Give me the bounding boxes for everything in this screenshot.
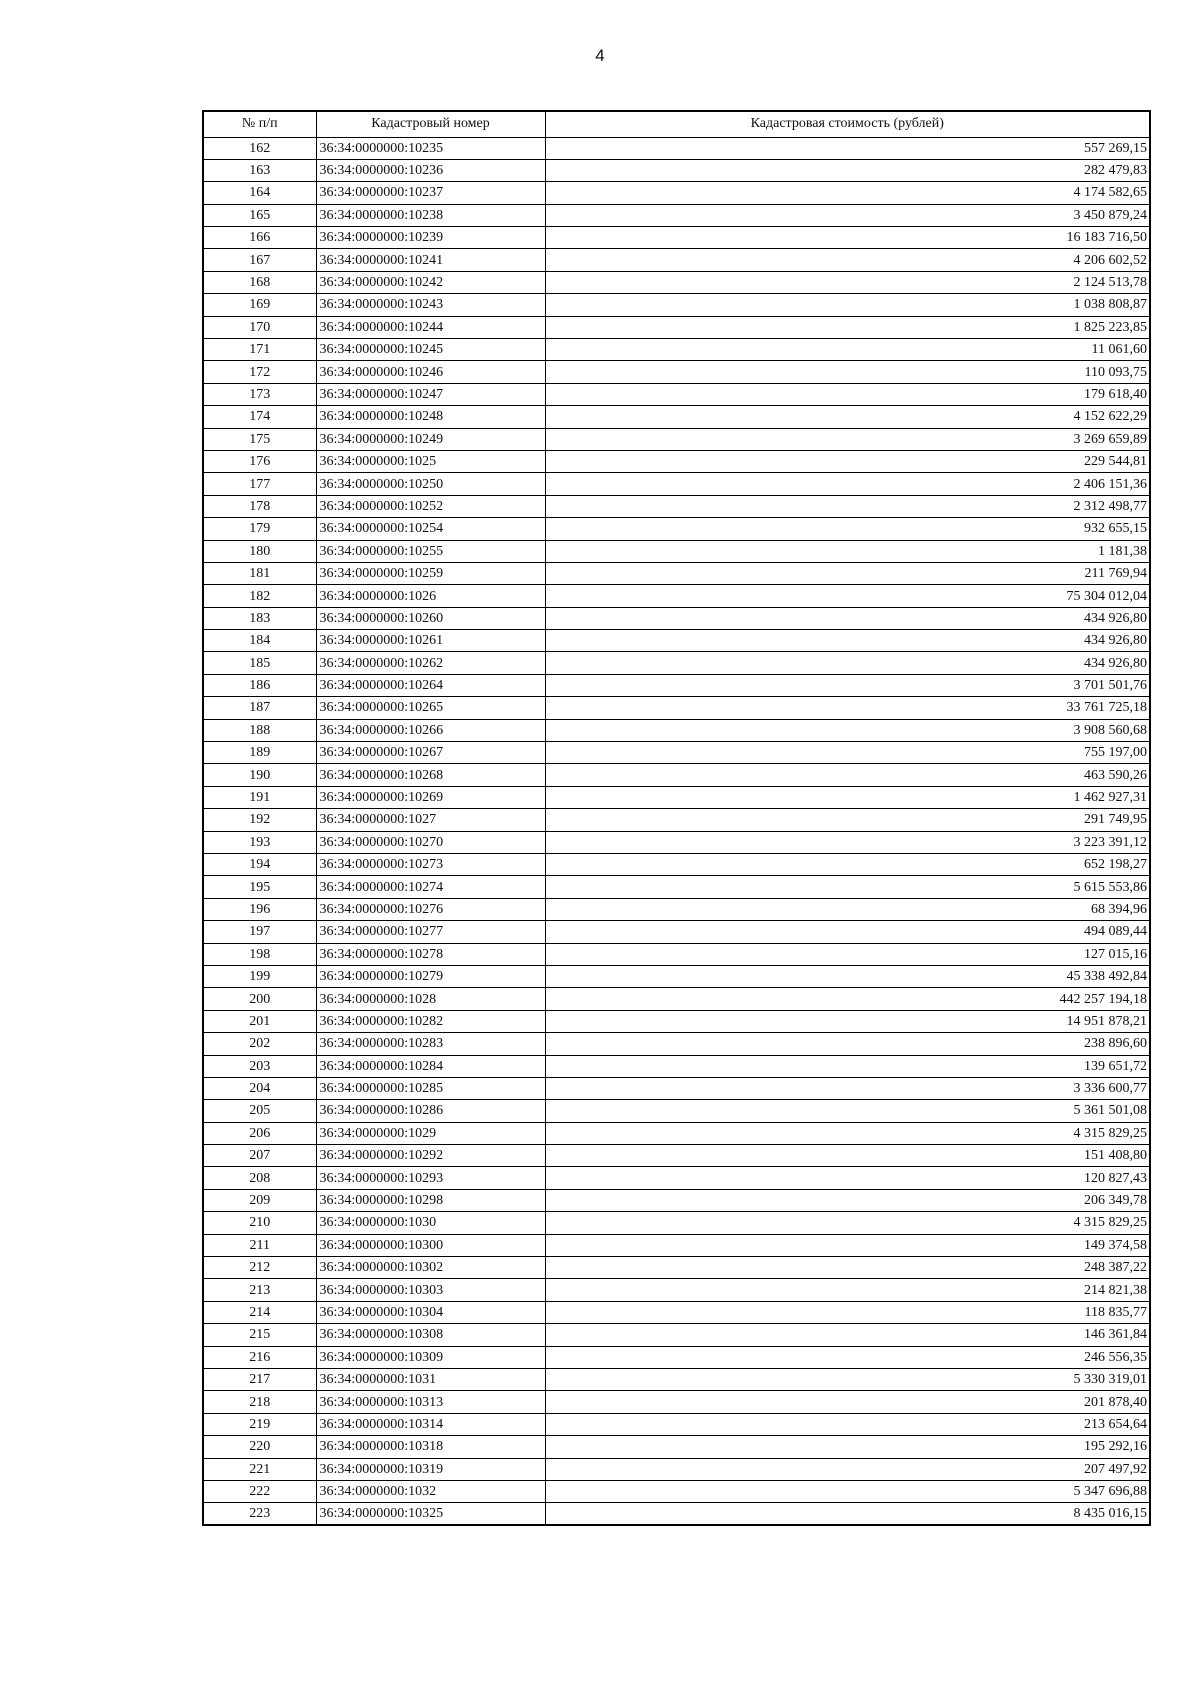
row-number-cell: 184 (203, 630, 316, 652)
table-row (203, 876, 1150, 898)
cadastral-value-cell: 246 556,35 (545, 1346, 1150, 1368)
table-row (203, 1100, 1150, 1122)
cadastral-value-cell: 151 408,80 (545, 1145, 1150, 1167)
cadastral-value-cell: 2 124 513,78 (545, 271, 1150, 293)
table-row (203, 1324, 1150, 1346)
row-number-cell: 191 (203, 786, 316, 808)
row-number-cell: 190 (203, 764, 316, 786)
cadastral-number-cell: 36:34:0000000:1032 (316, 1480, 545, 1502)
cadastral-value-cell: 4 315 829,25 (545, 1122, 1150, 1144)
table-row (203, 182, 1150, 204)
table-row (203, 495, 1150, 517)
row-number-cell: 194 (203, 854, 316, 876)
column-header-cadastral-value: Кадастровая стоимость (рублей) (545, 111, 1150, 137)
cadastral-value-cell: 118 835,77 (545, 1301, 1150, 1323)
table-row (203, 1234, 1150, 1256)
cadastral-number-cell: 36:34:0000000:1030 (316, 1212, 545, 1234)
row-number-cell: 167 (203, 249, 316, 271)
cadastral-number-cell: 36:34:0000000:10283 (316, 1033, 545, 1055)
cadastral-value-cell: 1 181,38 (545, 540, 1150, 562)
row-number-cell: 221 (203, 1458, 316, 1480)
table-row (203, 607, 1150, 629)
table-row (203, 809, 1150, 831)
cadastral-value-cell: 4 315 829,25 (545, 1212, 1150, 1234)
cadastral-value-cell: 201 878,40 (545, 1391, 1150, 1413)
cadastral-value-cell: 179 618,40 (545, 383, 1150, 405)
cadastral-value-cell: 442 257 194,18 (545, 988, 1150, 1010)
table-row (203, 854, 1150, 876)
table-row (203, 965, 1150, 987)
cadastral-value-cell: 149 374,58 (545, 1234, 1150, 1256)
cadastral-value-cell: 755 197,00 (545, 742, 1150, 764)
cadastral-number-cell: 36:34:0000000:10276 (316, 898, 545, 920)
cadastral-value-cell: 146 361,84 (545, 1324, 1150, 1346)
row-number-cell: 199 (203, 965, 316, 987)
cadastral-value-cell: 434 926,80 (545, 652, 1150, 674)
table-row (203, 1189, 1150, 1211)
cadastral-number-cell: 36:34:0000000:1027 (316, 809, 545, 831)
row-number-cell: 180 (203, 540, 316, 562)
cadastral-value-cell: 229 544,81 (545, 450, 1150, 472)
cadastral-number-cell: 36:34:0000000:10273 (316, 854, 545, 876)
cadastral-number-cell: 36:34:0000000:1028 (316, 988, 545, 1010)
cadastral-number-cell: 36:34:0000000:10268 (316, 764, 545, 786)
column-header-num: № п/п (203, 111, 316, 137)
table-row (203, 1010, 1150, 1032)
row-number-cell: 165 (203, 204, 316, 226)
row-number-cell: 162 (203, 137, 316, 159)
row-number-cell: 215 (203, 1324, 316, 1346)
row-number-cell: 203 (203, 1055, 316, 1077)
row-number-cell: 170 (203, 316, 316, 338)
cadastral-value-cell: 3 450 879,24 (545, 204, 1150, 226)
cadastral-number-cell: 36:34:0000000:10237 (316, 182, 545, 204)
cadastral-value-cell: 11 061,60 (545, 339, 1150, 361)
cadastral-value-cell: 434 926,80 (545, 630, 1150, 652)
cadastral-number-cell: 36:34:0000000:10300 (316, 1234, 545, 1256)
row-number-cell: 189 (203, 742, 316, 764)
cadastral-number-cell: 36:34:0000000:10284 (316, 1055, 545, 1077)
cadastral-value-cell: 195 292,16 (545, 1436, 1150, 1458)
cadastral-value-cell: 463 590,26 (545, 764, 1150, 786)
cadastral-number-cell: 36:34:0000000:10262 (316, 652, 545, 674)
table-row (203, 159, 1150, 181)
cadastral-value-cell: 1 038 808,87 (545, 294, 1150, 316)
cadastral-value-cell: 494 089,44 (545, 921, 1150, 943)
row-number-cell: 178 (203, 495, 316, 517)
cadastral-number-cell: 36:34:0000000:1025 (316, 450, 545, 472)
cadastral-value-cell: 3 336 600,77 (545, 1077, 1150, 1099)
cadastral-value-cell: 211 769,94 (545, 562, 1150, 584)
row-number-cell: 181 (203, 562, 316, 584)
cadastral-number-cell: 36:34:0000000:10247 (316, 383, 545, 405)
cadastral-value-cell: 75 304 012,04 (545, 585, 1150, 607)
table-row (203, 1368, 1150, 1390)
row-number-cell: 201 (203, 1010, 316, 1032)
table-row (203, 1077, 1150, 1099)
cadastral-number-cell: 36:34:0000000:10269 (316, 786, 545, 808)
cadastral-number-cell: 36:34:0000000:10292 (316, 1145, 545, 1167)
table-row (203, 630, 1150, 652)
row-number-cell: 169 (203, 294, 316, 316)
table-body (203, 137, 1150, 1525)
cadastral-value-cell: 110 093,75 (545, 361, 1150, 383)
row-number-cell: 207 (203, 1145, 316, 1167)
table-row (203, 562, 1150, 584)
row-number-cell: 174 (203, 406, 316, 428)
row-number-cell: 216 (203, 1346, 316, 1368)
table-row (203, 271, 1150, 293)
row-number-cell: 218 (203, 1391, 316, 1413)
cadastral-number-cell: 36:34:0000000:10246 (316, 361, 545, 383)
row-number-cell: 212 (203, 1257, 316, 1279)
table-row (203, 1458, 1150, 1480)
table-row (203, 518, 1150, 540)
table-header-row (203, 111, 1150, 137)
cadastral-number-cell: 36:34:0000000:10255 (316, 540, 545, 562)
cadastral-number-cell: 36:34:0000000:10266 (316, 719, 545, 741)
table-row (203, 1346, 1150, 1368)
table-row (203, 1055, 1150, 1077)
table-row (203, 1413, 1150, 1435)
cadastral-value-table (202, 110, 1151, 1526)
cadastral-value-cell: 206 349,78 (545, 1189, 1150, 1211)
cadastral-number-cell: 36:34:0000000:10242 (316, 271, 545, 293)
cadastral-value-cell: 2 406 151,36 (545, 473, 1150, 495)
cadastral-value-cell: 4 152 622,29 (545, 406, 1150, 428)
cadastral-number-cell: 36:34:0000000:10248 (316, 406, 545, 428)
table-row (203, 1436, 1150, 1458)
row-number-cell: 213 (203, 1279, 316, 1301)
cadastral-number-cell: 36:34:0000000:1026 (316, 585, 545, 607)
column-header-cadastral-number: Кадастровый номер (316, 111, 545, 137)
cadastral-number-cell: 36:34:0000000:10267 (316, 742, 545, 764)
cadastral-value-cell: 3 269 659,89 (545, 428, 1150, 450)
cadastral-value-cell: 238 896,60 (545, 1033, 1150, 1055)
row-number-cell: 176 (203, 450, 316, 472)
table-row (203, 1212, 1150, 1234)
table-row (203, 585, 1150, 607)
table-row (203, 1391, 1150, 1413)
cadastral-value-cell: 16 183 716,50 (545, 227, 1150, 249)
cadastral-value-cell: 5 330 319,01 (545, 1368, 1150, 1390)
row-number-cell: 205 (203, 1100, 316, 1122)
cadastral-number-cell: 36:34:0000000:10241 (316, 249, 545, 271)
table-row (203, 1122, 1150, 1144)
table-row (203, 383, 1150, 405)
cadastral-number-cell: 36:34:0000000:10308 (316, 1324, 545, 1346)
cadastral-value-cell: 207 497,92 (545, 1458, 1150, 1480)
table-row (203, 764, 1150, 786)
row-number-cell: 211 (203, 1234, 316, 1256)
row-number-cell: 202 (203, 1033, 316, 1055)
row-number-cell: 188 (203, 719, 316, 741)
cadastral-number-cell: 36:34:0000000:10277 (316, 921, 545, 943)
cadastral-number-cell: 36:34:0000000:10254 (316, 518, 545, 540)
row-number-cell: 209 (203, 1189, 316, 1211)
table-row (203, 652, 1150, 674)
row-number-cell: 177 (203, 473, 316, 495)
cadastral-number-cell: 36:34:0000000:10318 (316, 1436, 545, 1458)
cadastral-value-cell: 5 347 696,88 (545, 1480, 1150, 1502)
row-number-cell: 182 (203, 585, 316, 607)
row-number-cell: 172 (203, 361, 316, 383)
row-number-cell: 166 (203, 227, 316, 249)
cadastral-value-cell: 213 654,64 (545, 1413, 1150, 1435)
table-row (203, 1503, 1150, 1526)
row-number-cell: 175 (203, 428, 316, 450)
table-row (203, 943, 1150, 965)
row-number-cell: 196 (203, 898, 316, 920)
cadastral-value-cell: 5 361 501,08 (545, 1100, 1150, 1122)
table-row (203, 1145, 1150, 1167)
cadastral-number-cell: 36:34:0000000:10298 (316, 1189, 545, 1211)
cadastral-value-cell: 4 174 582,65 (545, 182, 1150, 204)
table-row (203, 1257, 1150, 1279)
cadastral-value-cell: 2 312 498,77 (545, 495, 1150, 517)
table-row (203, 1033, 1150, 1055)
cadastral-value-cell: 1 825 223,85 (545, 316, 1150, 338)
cadastral-number-cell: 36:34:0000000:10238 (316, 204, 545, 226)
cadastral-value-cell: 68 394,96 (545, 898, 1150, 920)
cadastral-value-cell: 434 926,80 (545, 607, 1150, 629)
cadastral-value-cell: 45 338 492,84 (545, 965, 1150, 987)
table-row (203, 674, 1150, 696)
cadastral-number-cell: 36:34:0000000:10279 (316, 965, 545, 987)
table-row (203, 898, 1150, 920)
table-row (203, 1279, 1150, 1301)
cadastral-value-cell: 282 479,83 (545, 159, 1150, 181)
cadastral-number-cell: 36:34:0000000:10252 (316, 495, 545, 517)
cadastral-value-cell: 3 908 560,68 (545, 719, 1150, 741)
cadastral-value-cell: 127 015,16 (545, 943, 1150, 965)
row-number-cell: 222 (203, 1480, 316, 1502)
row-number-cell: 214 (203, 1301, 316, 1323)
table-row (203, 921, 1150, 943)
cadastral-value-cell: 291 749,95 (545, 809, 1150, 831)
cadastral-value-cell: 33 761 725,18 (545, 697, 1150, 719)
cadastral-value-cell: 1 462 927,31 (545, 786, 1150, 808)
cadastral-value-cell: 214 821,38 (545, 1279, 1150, 1301)
row-number-cell: 192 (203, 809, 316, 831)
cadastral-value-cell: 14 951 878,21 (545, 1010, 1150, 1032)
cadastral-value-cell: 8 435 016,15 (545, 1503, 1150, 1526)
cadastral-value-cell: 3 701 501,76 (545, 674, 1150, 696)
row-number-cell: 198 (203, 943, 316, 965)
cadastral-value-cell: 248 387,22 (545, 1257, 1150, 1279)
table-row (203, 428, 1150, 450)
cadastral-number-cell: 36:34:0000000:10249 (316, 428, 545, 450)
row-number-cell: 208 (203, 1167, 316, 1189)
row-number-cell: 163 (203, 159, 316, 181)
row-number-cell: 186 (203, 674, 316, 696)
row-number-cell: 204 (203, 1077, 316, 1099)
cadastral-number-cell: 36:34:0000000:10235 (316, 137, 545, 159)
table-row (203, 742, 1150, 764)
cadastral-number-cell: 36:34:0000000:10250 (316, 473, 545, 495)
table-row (203, 450, 1150, 472)
cadastral-number-cell: 36:34:0000000:10245 (316, 339, 545, 361)
table-row (203, 316, 1150, 338)
cadastral-number-cell: 36:34:0000000:10282 (316, 1010, 545, 1032)
cadastral-value-cell: 932 655,15 (545, 518, 1150, 540)
cadastral-number-cell: 36:34:0000000:10309 (316, 1346, 545, 1368)
row-number-cell: 183 (203, 607, 316, 629)
table-row (203, 1480, 1150, 1502)
cadastral-number-cell: 36:34:0000000:1029 (316, 1122, 545, 1144)
cadastral-value-cell: 4 206 602,52 (545, 249, 1150, 271)
cadastral-number-cell: 36:34:0000000:1031 (316, 1368, 545, 1390)
cadastral-number-cell: 36:34:0000000:10304 (316, 1301, 545, 1323)
cadastral-number-cell: 36:34:0000000:10259 (316, 562, 545, 584)
row-number-cell: 219 (203, 1413, 316, 1435)
row-number-cell: 223 (203, 1503, 316, 1526)
cadastral-number-cell: 36:34:0000000:10313 (316, 1391, 545, 1413)
cadastral-number-cell: 36:34:0000000:10239 (316, 227, 545, 249)
cadastral-value-cell: 139 651,72 (545, 1055, 1150, 1077)
table-row (203, 361, 1150, 383)
row-number-cell: 168 (203, 271, 316, 293)
cadastral-number-cell: 36:34:0000000:10302 (316, 1257, 545, 1279)
cadastral-number-cell: 36:34:0000000:10270 (316, 831, 545, 853)
table-row (203, 406, 1150, 428)
row-number-cell: 173 (203, 383, 316, 405)
cadastral-number-cell: 36:34:0000000:10264 (316, 674, 545, 696)
row-number-cell: 195 (203, 876, 316, 898)
cadastral-number-cell: 36:34:0000000:10243 (316, 294, 545, 316)
cadastral-value-cell: 557 269,15 (545, 137, 1150, 159)
row-number-cell: 193 (203, 831, 316, 853)
cadastral-number-cell: 36:34:0000000:10286 (316, 1100, 545, 1122)
table-header (203, 111, 1150, 137)
cadastral-number-cell: 36:34:0000000:10278 (316, 943, 545, 965)
cadastral-value-cell: 652 198,27 (545, 854, 1150, 876)
cadastral-number-cell: 36:34:0000000:10260 (316, 607, 545, 629)
row-number-cell: 210 (203, 1212, 316, 1234)
table-row (203, 540, 1150, 562)
table-row (203, 227, 1150, 249)
row-number-cell: 220 (203, 1436, 316, 1458)
row-number-cell: 217 (203, 1368, 316, 1390)
cadastral-number-cell: 36:34:0000000:10319 (316, 1458, 545, 1480)
cadastral-number-cell: 36:34:0000000:10325 (316, 1503, 545, 1526)
table-row (203, 339, 1150, 361)
cadastral-number-cell: 36:34:0000000:10293 (316, 1167, 545, 1189)
table-row (203, 719, 1150, 741)
table-row (203, 786, 1150, 808)
cadastral-number-cell: 36:34:0000000:10265 (316, 697, 545, 719)
row-number-cell: 187 (203, 697, 316, 719)
row-number-cell: 185 (203, 652, 316, 674)
table-row (203, 831, 1150, 853)
cadastral-number-cell: 36:34:0000000:10285 (316, 1077, 545, 1099)
cadastral-value-cell: 3 223 391,12 (545, 831, 1150, 853)
table-row (203, 697, 1150, 719)
cadastral-number-cell: 36:34:0000000:10261 (316, 630, 545, 652)
row-number-cell: 197 (203, 921, 316, 943)
table-row (203, 204, 1150, 226)
page-number: 4 (595, 46, 605, 65)
row-number-cell: 171 (203, 339, 316, 361)
row-number-cell: 164 (203, 182, 316, 204)
table-row (203, 249, 1150, 271)
table-row (203, 473, 1150, 495)
table-row (203, 294, 1150, 316)
cadastral-number-cell: 36:34:0000000:10303 (316, 1279, 545, 1301)
row-number-cell: 200 (203, 988, 316, 1010)
row-number-cell: 206 (203, 1122, 316, 1144)
cadastral-number-cell: 36:34:0000000:10274 (316, 876, 545, 898)
cadastral-value-cell: 5 615 553,86 (545, 876, 1150, 898)
cadastral-number-cell: 36:34:0000000:10236 (316, 159, 545, 181)
cadastral-number-cell: 36:34:0000000:10314 (316, 1413, 545, 1435)
cadastral-value-cell: 120 827,43 (545, 1167, 1150, 1189)
table-row (203, 988, 1150, 1010)
cadastral-number-cell: 36:34:0000000:10244 (316, 316, 545, 338)
table-row (203, 1167, 1150, 1189)
table-row (203, 1301, 1150, 1323)
table-row (203, 137, 1150, 159)
row-number-cell: 179 (203, 518, 316, 540)
